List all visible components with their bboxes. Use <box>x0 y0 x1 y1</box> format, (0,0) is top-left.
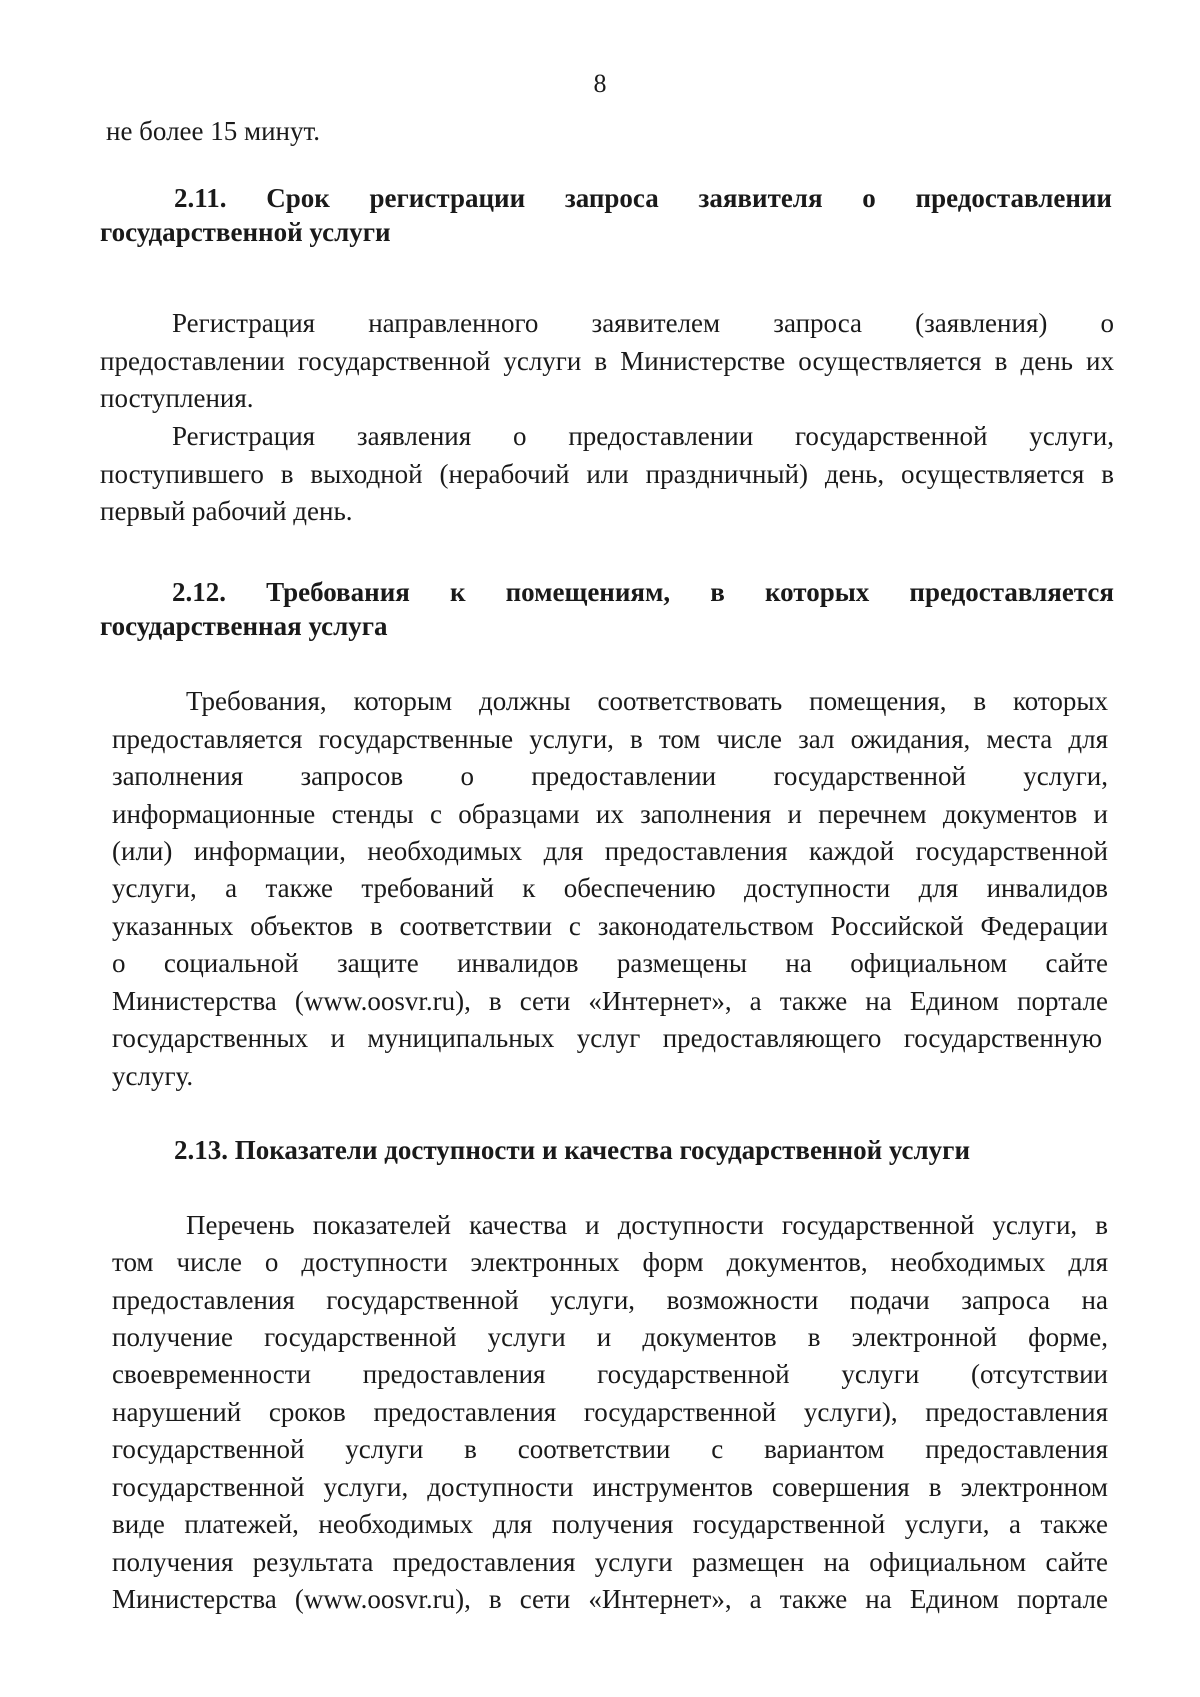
paragraph-line: услуги, а также требований к обеспечению доступности для инвалидов <box>112 873 1108 903</box>
section-heading-2-11: 2.11. Срок регистрации запроса заявителя о предоставлении <box>174 183 1112 213</box>
paragraph-line: поступившего в выходной (нерабочий или праздничный) день, осуществляется в <box>100 459 1114 489</box>
paragraph-line: информационные стенды с образцами их заполнения и перечнем документов и <box>112 799 1108 829</box>
paragraph-line: государственной услуги в соответствии с вариантом предоставления <box>112 1434 1108 1464</box>
paragraph-line: услугу. <box>112 1061 194 1091</box>
paragraph-line: Требования, которым должны соответствовать помещения, в которых <box>186 686 1108 716</box>
paragraph-line: получения результата предоставления услуги размещен на официальном сайте <box>112 1547 1108 1577</box>
section-heading-2-11-cont: государственной услуги <box>100 217 391 247</box>
paragraph-line: первый рабочий день. <box>100 496 353 526</box>
paragraph-line: предоставления государственной услуги, возможности подачи запроса на <box>112 1285 1108 1315</box>
paragraph-line: предоставлении государственной услуги в Министерстве осуществляется в день их <box>100 346 1114 376</box>
paragraph-line: Перечень показателей качества и доступности государственной услуги, в <box>186 1210 1108 1240</box>
paragraph-line: указанных объектов в соответствии с законодательством Российской Федерации <box>112 911 1108 941</box>
paragraph-line: (или) информации, необходимых для предоставления каждой государственной <box>112 836 1108 866</box>
section-heading-2-12-cont: государственная услуга <box>100 611 388 641</box>
paragraph-line: поступления. <box>100 383 254 413</box>
paragraph-line: получение государственной услуги и документов в электронной форме, <box>112 1322 1108 1352</box>
paragraph-line: предоставляется государственные услуги, в том числе зал ожидания, места для <box>112 724 1108 754</box>
section-heading-2-12: 2.12. Требования к помещениям, в которых предоставляется <box>172 577 1114 607</box>
text-line: не более 15 минут. <box>106 116 321 146</box>
paragraph-line: виде платежей, необходимых для получения государственной услуги, а также <box>112 1509 1108 1539</box>
paragraph-line: Министерства (www.oosvr.ru), в сети «Интернет», а также на Едином портале <box>112 1584 1108 1614</box>
page-number: 8 <box>593 69 607 98</box>
section-heading-2-13: 2.13. Показатели доступности и качества государственной услуги <box>174 1135 970 1165</box>
paragraph-line: о социальной защите инвалидов размещены на официальном сайте <box>112 948 1108 978</box>
paragraph-line: государственной услуги, доступности инструментов совершения в электронном <box>112 1472 1108 1502</box>
paragraph-line: заполнения запросов о предоставлении государственной услуги, <box>112 761 1108 791</box>
paragraph-line: своевременности предоставления государственной услуги (отсутствии <box>112 1359 1108 1389</box>
paragraph-line: нарушений сроков предоставления государственной услуги), предоставления <box>112 1397 1108 1427</box>
paragraph-line: Регистрация направленного заявителем запроса (заявления) о <box>172 308 1114 338</box>
paragraph-line: Министерства (www.oosvr.ru), в сети «Интернет», а также на Едином портале <box>112 986 1108 1016</box>
paragraph-line: государственных и муниципальных услуг предоставляющего государственную <box>112 1023 1102 1053</box>
paragraph-line: Регистрация заявления о предоставлении государственной услуги, <box>172 421 1114 451</box>
paragraph-line: том числе о доступности электронных форм документов, необходимых для <box>112 1247 1108 1277</box>
